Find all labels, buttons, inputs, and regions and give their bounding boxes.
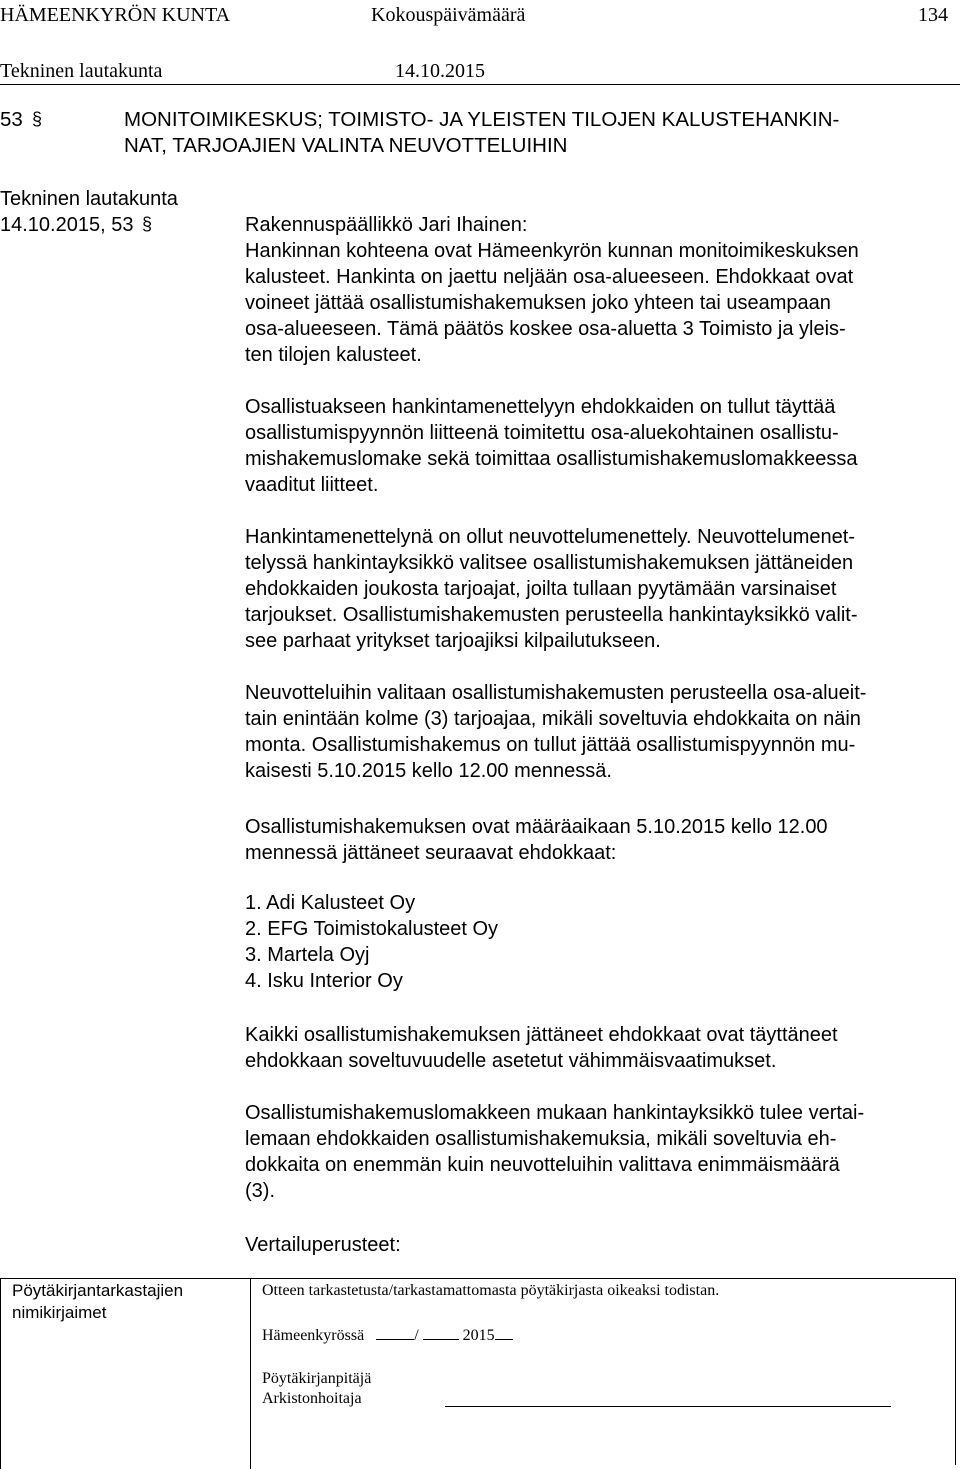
text-line: Kaikki osallistumishakemuksen jättäneet ehdokkaat ovat täyttäneet (245, 1024, 838, 1046)
text-line: (3). (245, 1180, 275, 1202)
text-line: mishakemuslomake sekä toimittaa osallistumishakemuslomakkeessa (245, 448, 858, 470)
candidate-list (245, 890, 945, 994)
paragraph-eligibility (245, 1022, 945, 1074)
history-board: Tekninen lautakunta (0, 188, 178, 210)
text-line: tarjoukset. Osallistumishakemusten perusteella hankintayksikkö valit- (245, 604, 858, 626)
header-board: Tekninen lautakunta (0, 60, 163, 82)
text-line: ten tilojen kalusteet. (245, 344, 422, 366)
footer-place: Hämeenkyrössä (262, 1327, 365, 1344)
text-line: mennessä jättäneet seuraavat ehdokkaat: (245, 842, 617, 864)
footer-initials-label-2: nimikirjaimet (12, 1303, 107, 1322)
text-line: telyssä hankintayksikkö valitsee osallistumishakemuksen jättäneiden (245, 552, 854, 574)
text-line: dokkaita on enemmän kuin neuvotteluihin valittava enimmäismäärä (245, 1154, 840, 1176)
paragraph-deadline (245, 814, 945, 866)
text-line: ehdokkaiden joukosta tarjoajat, joilta tullaan pyytämään varsinaiset (245, 578, 837, 600)
section-sign-icon (141, 214, 155, 234)
page-number: 134 (918, 4, 948, 26)
section-title-line1: MONITOIMIKESKUS; TOIMISTO- JA YLEISTEN TILOJEN KALUSTEHANKIN- (124, 108, 840, 131)
history-ref: 14.10.2015, 53 (0, 214, 134, 236)
text-line: voineet jättää osallistumishakemuksen joko yhteen tai useampaan (245, 292, 831, 314)
text-line: lemaan ehdokkaiden osallistumishakemuksia, mikäli soveltuvia eh- (245, 1128, 837, 1150)
header-date: 14.10.2015 (395, 60, 485, 82)
text-line: tain enintään kolme (3) tarjoajaa, mikäli soveltuvia ehdokkaita on näin (245, 708, 861, 730)
text-line: Hankintamenettelynä on ollut neuvottelumenettely. Neuvottelumenet- (245, 526, 855, 548)
paragraph-procedure (245, 524, 945, 654)
text-line: vaaditut liitteet. (245, 474, 379, 496)
text-line: Osallistumishakemuslomakkeen mukaan hankintayksikkö tulee vertai- (245, 1102, 865, 1124)
text-line: osa-alueeseen. Tämä päätös koskee osa-aluetta 3 Toimisto ja yleis- (245, 318, 846, 340)
list-item: 2. EFG Toimistokalusteet Oy (245, 918, 499, 940)
footer-left-border (0, 1278, 1, 1469)
paragraph-participation (245, 394, 945, 498)
footer-place-line (262, 1325, 513, 1346)
section-number: 53 (0, 108, 23, 131)
month-blank (423, 1325, 459, 1340)
text-line: monta. Osallistumishakemus on tullut jättää osallistumispyynnön mu- (245, 734, 856, 756)
footer-divider (250, 1278, 251, 1469)
section-title-line2: NAT, TARJOAJIEN VALINTA NEUVOTTELUIHIN (124, 134, 568, 157)
svg-text:§: § (142, 214, 153, 234)
year-blank (495, 1325, 513, 1340)
day-blank (376, 1325, 414, 1340)
footer-keeper: Pöytäkirjanpitäjä (262, 1370, 372, 1387)
text-line: osallistumispyynnön liitteenä toimitettu osa-aluekohtainen osallistu- (245, 422, 839, 444)
text-line: kalusteet. Hankinta on jaettu neljään osa-alueeseen. Ehdokkaat ovat (245, 266, 854, 288)
footer-box (0, 1278, 956, 1465)
text-line: see parhaat yritykset tarjoajiksi kilpailutukseen. (245, 630, 661, 652)
footer-archivist: Arkistonhoitaja (262, 1390, 362, 1407)
list-item: 1. Adi Kalusteet Oy (245, 892, 416, 914)
municipality-name: HÄMEENKYRÖN KUNTA (0, 4, 231, 26)
svg-text:§: § (31, 109, 42, 129)
header-rule (0, 84, 960, 85)
footer-year: 2015 (462, 1327, 495, 1344)
text-line: Vertailuperusteet: (245, 1234, 401, 1256)
list-item: 3. Martela Oyj (245, 944, 370, 966)
text-line: Osallistuakseen hankintamenettelyyn ehdokkaiden on tullut täyttää (245, 396, 836, 418)
text-line: kaisesti 5.10.2015 kello 12.00 mennessä. (245, 760, 612, 782)
text-line: ehdokkaan soveltuvuudelle asetetut vähimmäisvaatimukset. (245, 1050, 777, 1072)
footer-initials-label-1: Pöytäkirjantarkastajien (12, 1281, 184, 1300)
text-line: Osallistumishakemuksen ovat määräaikaan 5.10.2015 kello 12.00 (245, 816, 828, 838)
text-line: Hankinnan kohteena ovat Hämeenkyrön kunnan monitoimikeskuksen (245, 240, 859, 262)
paragraph-intro (245, 212, 945, 368)
paragraph-selection (245, 680, 945, 784)
paragraph-criteria (245, 1232, 945, 1258)
footer-certify-text: Otteen tarkastetusta/tarkastamattomasta pöytäkirjasta oikeaksi todistan. (262, 1282, 720, 1299)
section-number-wrap (0, 107, 45, 133)
paragraph-comparison (245, 1100, 945, 1204)
meeting-date-label: Kokouspäivämäärä (371, 4, 526, 26)
signature-line (445, 1406, 891, 1407)
history-ref-wrap (0, 212, 155, 238)
section-sign-icon (31, 109, 45, 129)
list-item: 4. Isku Interior Oy (245, 970, 403, 992)
footer-slash: / (414, 1327, 419, 1344)
text-line: Rakennuspäällikkö Jari Ihainen: (245, 214, 528, 236)
text-line: Neuvotteluihin valitaan osallistumishakemusten perusteella osa-alueit- (245, 682, 867, 704)
